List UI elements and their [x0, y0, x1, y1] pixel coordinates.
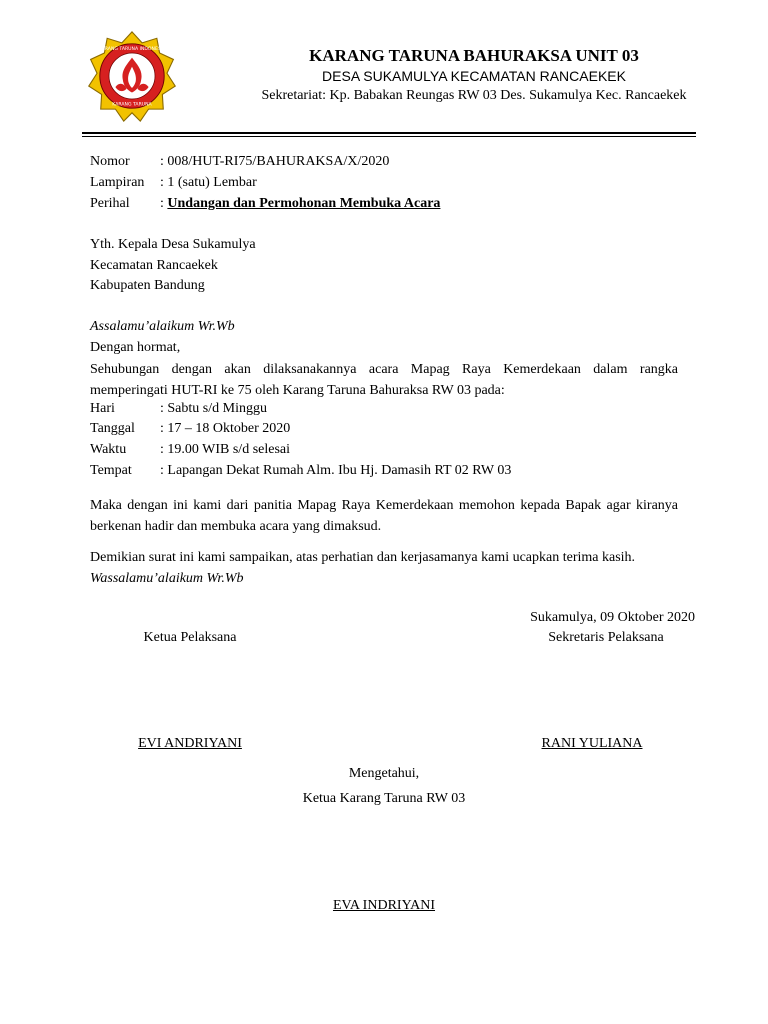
detail-row — [90, 463, 511, 479]
perihal-colon: : — [160, 196, 168, 211]
karang-taruna-logo — [86, 30, 178, 122]
left-signatory-name: EVI ANDRIYANI — [138, 736, 242, 751]
detail-value: : 17 – 18 Oktober 2020 — [160, 421, 291, 436]
detail-label: Waktu — [90, 442, 127, 457]
left-signatory-title: Ketua Pelaksana — [143, 630, 237, 645]
paragraph-1: Sehubungan dengan akan dilaksanakannya acara Mapag Raya Kemerdekaan dalam rangka memperingati HUT-RI ke 75 oleh Karang Taruna Bahuraksa RW 03 pada: — [90, 362, 678, 398]
organization-name: KARANG TARUNA BAHURAKSA UNIT 03 — [309, 46, 639, 65]
header-rule-thick — [82, 132, 696, 134]
closing: Demikian surat ini kami sampaikan, atas perhatian dan kerjasamanya kami ucapkan terima kasih. — [90, 550, 636, 565]
nomor-value: : 008/HUT-RI75/BAHURAKSA/X/2020 — [160, 154, 390, 169]
right-signatory-name: RANI YULIANA — [541, 736, 643, 751]
logo-top-text: KARANG TARUNA INDONESIA — [98, 47, 166, 53]
lampiran-label: Lampiran — [90, 175, 145, 190]
chair-name: EVA INDRIYANI — [332, 898, 436, 913]
lampiran-value: : 1 (satu) Lembar — [160, 175, 257, 190]
farewell: Wassalamu’alaikum Wr.Wb — [90, 571, 244, 586]
header-rule-thin — [82, 136, 696, 137]
place-date: Sukamulya, 09 Oktober 2020 — [530, 610, 695, 625]
detail-value: : 19.00 WIB s/d selesai — [160, 442, 291, 457]
recipient-line-1: Yth. Kepala Desa Sukamulya — [90, 237, 256, 252]
detail-label: Tempat — [90, 463, 132, 478]
detail-label: Tanggal — [90, 421, 135, 436]
greeting: Assalamu’alaikum Wr.Wb — [90, 319, 235, 334]
organization-address: Sekretariat: Kp. Babakan Reungas RW 03 Des. Sukamulya Kec. Rancaekek — [261, 88, 687, 103]
detail-row — [90, 442, 290, 458]
detail-value: : Lapangan Dekat Rumah Alm. Ibu Hj. Damasih RT 02 RW 03 — [160, 463, 512, 478]
detail-row — [90, 401, 267, 417]
chair-title: Ketua Karang Taruna RW 03 — [302, 791, 466, 806]
acknowledge-label: Mengetahui, — [348, 766, 420, 781]
detail-label: Hari — [90, 401, 115, 416]
opening: Dengan hormat, — [90, 340, 181, 355]
logo-bottom-text: KARANG TARUNA — [112, 102, 152, 108]
detail-row — [90, 421, 290, 437]
meta-lampiran — [90, 175, 257, 191]
organization-subtitle: DESA SUKAMULYA KECAMATAN RANCAEKEK — [322, 68, 626, 84]
perihal-label: Perihal — [90, 196, 130, 211]
meta-perihal — [90, 196, 440, 212]
perihal-value: Undangan dan Permohonan Membuka Acara — [167, 196, 441, 211]
recipient-line-3: Kabupaten Bandung — [90, 278, 205, 293]
detail-value: : Sabtu s/d Minggu — [160, 401, 267, 416]
meta-nomor — [90, 154, 389, 170]
paragraph-2: Maka dengan ini kami dari panitia Mapag Raya Kemerdekaan memohon kepada Bapak agar kiranya berkenan hadir dan membuka acara yang dimaksud. — [90, 498, 678, 534]
nomor-label: Nomor — [90, 154, 130, 169]
right-signatory-title: Sekretaris Pelaksana — [548, 630, 664, 645]
recipient-line-2: Kecamatan Rancaekek — [90, 258, 218, 273]
